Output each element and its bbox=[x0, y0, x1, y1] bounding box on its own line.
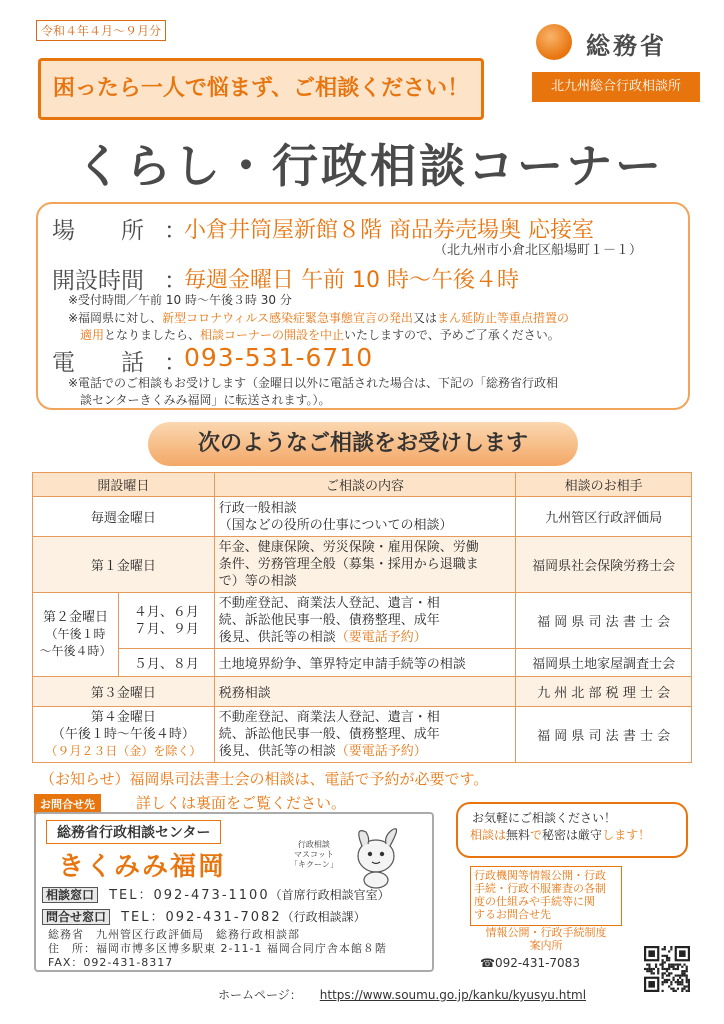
section-title: 次のようなご相談をお受けします bbox=[197, 431, 528, 456]
homepage-row bbox=[218, 986, 586, 1003]
column-header: ご相談の内容 bbox=[214, 473, 516, 497]
content-cell: 年金、健康保険、労災保険・雇用保険、労働 条件、労務管理全般（募集・採用から退職ま で）等の相談 bbox=[214, 537, 516, 593]
tagline-banner bbox=[38, 58, 484, 120]
partner-cell: 福 岡 県 司 法 書 士 会 bbox=[516, 593, 692, 649]
office-name: 北九州総合行政相談所 bbox=[532, 72, 700, 102]
content-cell: 不動産登記、商業法人登記、遺言・相 続、訴訟他民事一般、債務整理、成年 後見、供託等の相談（要電話予約） bbox=[214, 707, 516, 763]
homepage-link[interactable]: https://www.soumu.go.jp/kanku/kyusyu.html bbox=[319, 988, 587, 1002]
months-cell: ５月、８月 bbox=[118, 649, 214, 677]
place-label: 場 所 bbox=[52, 218, 144, 244]
content-cell: 土地境界紛争、筆界特定申請手続等の相談 bbox=[214, 649, 516, 677]
tagline-text: 困ったら一人で悩まず、ご相談ください！ bbox=[52, 76, 470, 101]
center-name: きくみみ福岡 bbox=[58, 852, 227, 882]
inquiry-window-tag: 問合せ窓口 bbox=[42, 909, 110, 925]
content-cell: 不動産登記、商業法人登記、遺言・相 続、訴訟他民事一般、債務整理、成年 後見、供託等の相談（要電話予約） bbox=[214, 593, 516, 649]
column-header: 相談のお相手 bbox=[516, 473, 692, 497]
day-cell: 第１金曜日 bbox=[33, 537, 215, 593]
inquiry-window-tel: TEL：092-431-7082 bbox=[121, 910, 282, 925]
ministry-name: 総務省 bbox=[586, 32, 667, 60]
place-value: 小倉井筒屋新館８階 商品券売場奥 応接室 bbox=[184, 218, 594, 243]
table-row bbox=[33, 707, 692, 763]
notice-line-2: 詳しくは裏面をご覧ください。 bbox=[136, 794, 347, 812]
notice-line-1: （お知らせ）福岡県司法書士会の相談は、電話で予約が必要です。 bbox=[40, 770, 489, 788]
place-address: （北九州市小倉北区船場町１－１） bbox=[434, 243, 643, 258]
partner-cell: 福岡県社会保険労務士会 bbox=[516, 537, 692, 593]
speech-bubble: お気軽にご相談ください！ 相談は無料で秘密は厳守します！ bbox=[456, 802, 688, 858]
qr-code-icon[interactable] bbox=[644, 946, 690, 992]
consult-window-tel: TEL：092-473-1100 bbox=[109, 888, 270, 903]
reservation-note: （要電話予約） bbox=[335, 744, 427, 759]
hours-value: 毎週金曜日 午前 10 時～午後４時 bbox=[184, 268, 519, 293]
table-row bbox=[33, 649, 692, 677]
mascot-label: 行政相談 マスコット 「キクーン」 bbox=[290, 840, 338, 869]
table-row bbox=[33, 677, 692, 707]
reception-note: ※受付時間／午前 10 時～午後３時 30 分 bbox=[68, 293, 292, 307]
mascot-icon bbox=[336, 820, 416, 890]
partner-cell: 九 州 北 部 税 理 士 会 bbox=[516, 677, 692, 707]
content-cell: 行政一般相談 （国などの役所の仕事についての相談） bbox=[214, 497, 516, 537]
covid-note: ※福岡県に対し、新型コロナウィルス感染症緊急事態宣言の発出又はまん延防止等重点措置の 適用となりましたら、相談コーナーの開設を中止いたしますので、予めご了承ください。 bbox=[68, 311, 570, 342]
contact-box bbox=[34, 812, 434, 972]
content-cell: 税務相談 bbox=[214, 677, 516, 707]
day-cell: 第２金曜日 （午後１時 ～午後４時） bbox=[33, 593, 119, 677]
hours-label: 開設時間 bbox=[52, 268, 144, 294]
partner-cell: 福岡県土地家屋調査士会 bbox=[516, 649, 692, 677]
partner-cell: 九州管区行政評価局 bbox=[516, 497, 692, 537]
info-desk-name: 情報公開・行政手続制度 案内所 bbox=[485, 926, 607, 952]
period-label: 令和４年４月～９月分 bbox=[36, 20, 166, 41]
reservation-note: （要電話予約） bbox=[335, 630, 427, 645]
partner-cell: 福 岡 県 司 法 書 士 会 bbox=[516, 707, 692, 763]
center-head: 総務省行政相談センター bbox=[46, 820, 221, 844]
months-cell: ４月、６月 ７月、９月 bbox=[118, 593, 214, 649]
consult-window-tag: 相談窓口 bbox=[42, 887, 98, 903]
ministry-logo-icon bbox=[536, 24, 572, 60]
inquiry-window-row bbox=[42, 906, 366, 925]
day-cell: 第４金曜日 （午後１時～午後４時） （９月２３日（金）を除く） bbox=[33, 707, 215, 763]
tel-value: 093-531-6710 bbox=[184, 343, 374, 372]
contact-tab: お問合せ先 bbox=[34, 794, 101, 814]
office-address: 総務省 九州管区行政評価局 総務行政相談部 住 所：福岡市博多区博多駅東 2-11-1 福岡合同庁舎本館８階 FAX：092-431-8317 bbox=[48, 928, 387, 969]
page-title: くらし・行政相談コーナー bbox=[76, 139, 664, 193]
tel-note: ※電話でのご相談もお受けします（金曜日以外に電話された場合は、下記の「総務省行政相 談センターきくみみ福岡」に転送されます。）。 bbox=[68, 376, 559, 407]
side-info-box: 行政機関等情報公開・行政 手続・行政不服審査の各制 度の仕組みや手続等に関 するお問合せ先 bbox=[470, 866, 622, 926]
consultation-table bbox=[32, 472, 692, 763]
column-header: 開設曜日 bbox=[33, 473, 215, 497]
homepage-label: ホームページ： bbox=[218, 988, 302, 1002]
tel-label: 電 話 bbox=[52, 350, 144, 376]
info-box: 場 所 ： 小倉井筒屋新館８階 商品券売場奥 応接室 （北九州市小倉北区船場町１－１） 開設時間 ： 毎週金曜日 午前 10 時～午後４時 ※受付時間／午前 10 時～午後３時 30 分 ※福岡県に対し、新型コロナウィルス感染症緊急事態宣言の発出又はまん延防止等重点措置の 適用となりましたら、相談コーナーの開設を中止いたしますので、予めご了承ください。 電 話 ： 093-531-6710 ※電話でのご相談もお受けします（金曜日以外に電話された場合は、下記の「総務省行政相 談センターきくみみ福岡」に転送されます。）。 bbox=[36, 202, 690, 410]
table-header-row bbox=[33, 473, 692, 497]
consult-window-dept: （首席行政相談官室） bbox=[269, 888, 390, 902]
table-row bbox=[33, 593, 692, 649]
section-header bbox=[148, 422, 578, 466]
inquiry-window-dept: （行政相談課） bbox=[281, 910, 366, 924]
consult-window-row bbox=[42, 884, 390, 903]
info-desk-tel: ☎092-431-7083 bbox=[480, 956, 580, 970]
day-cell: 毎週金曜日 bbox=[33, 497, 215, 537]
ministry-logo bbox=[530, 22, 700, 112]
table-row bbox=[33, 537, 692, 593]
table-row bbox=[33, 497, 692, 537]
day-cell: 第３金曜日 bbox=[33, 677, 215, 707]
